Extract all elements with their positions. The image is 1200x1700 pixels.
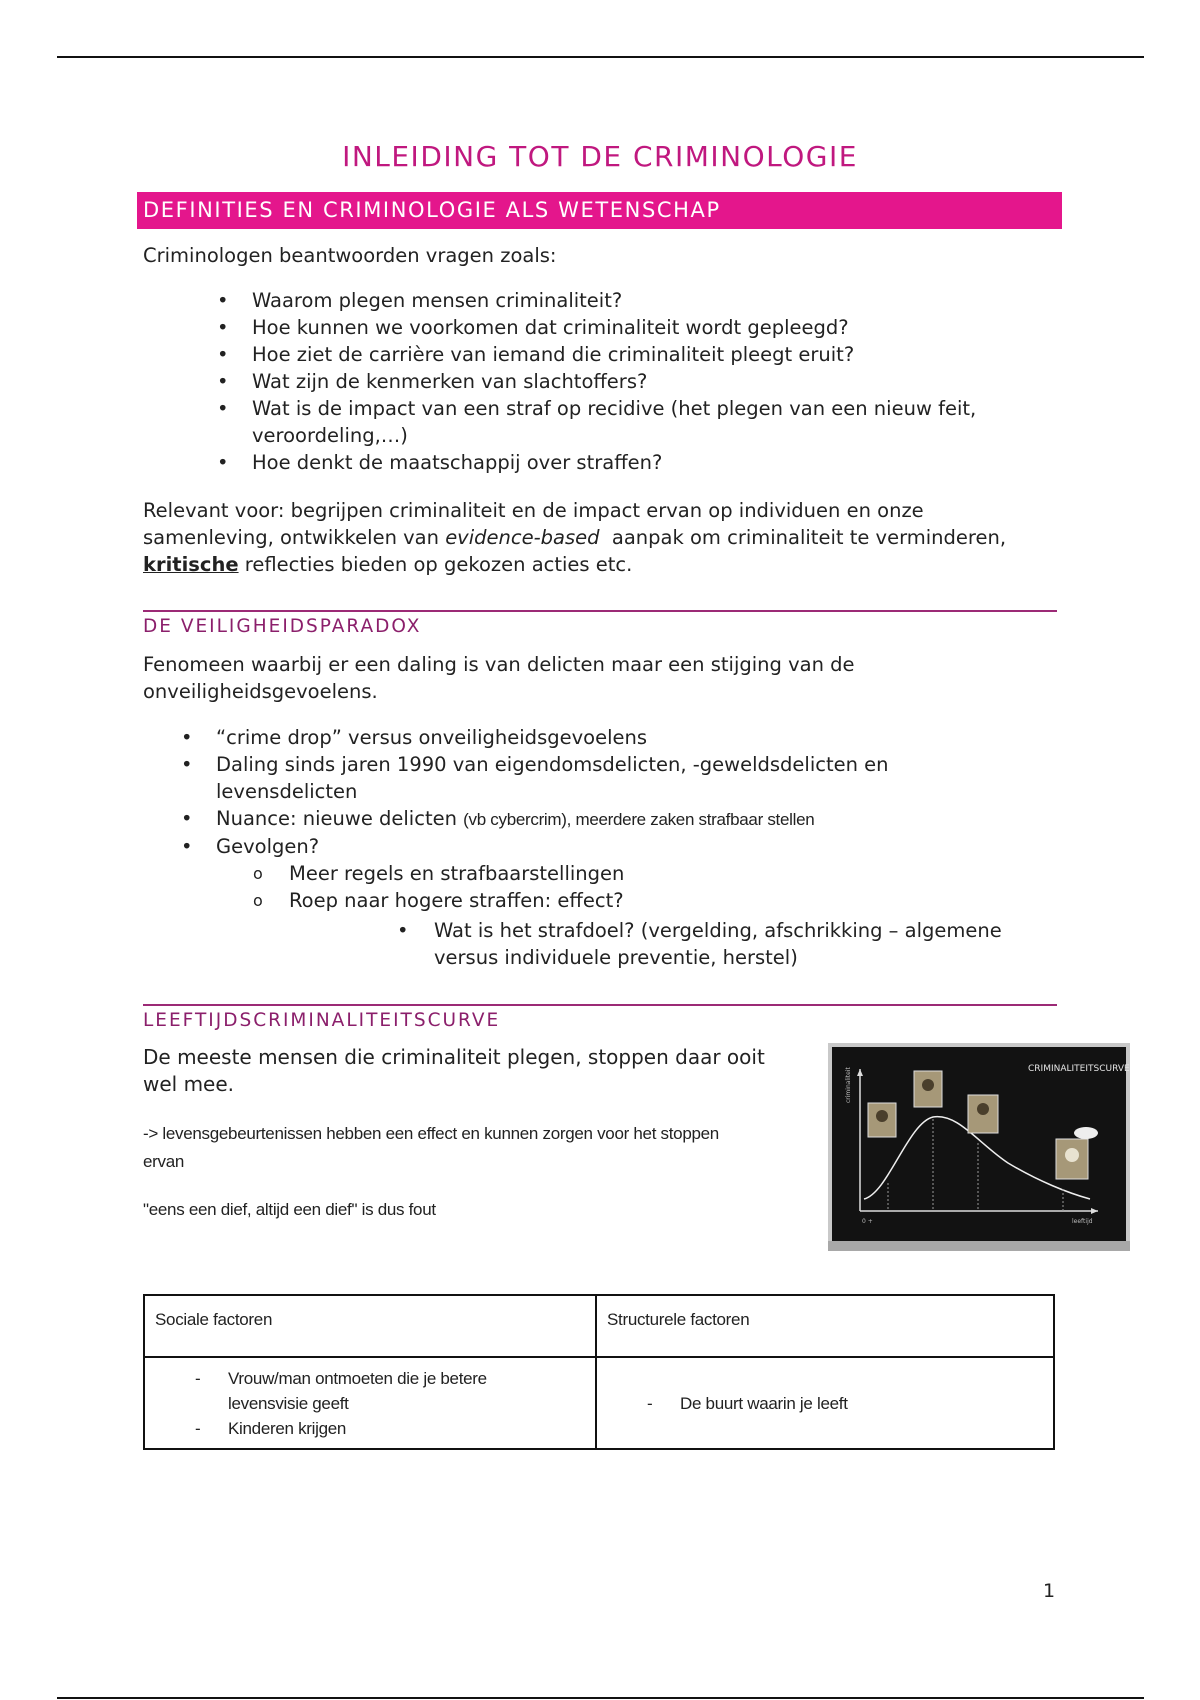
list-item: • Wat zijn de kenmerken van slachtoffers?: [217, 370, 648, 393]
paradox-bullet-list: [181, 724, 889, 860]
table-header-structurele: Structurele factoren: [596, 1295, 1054, 1357]
table-header-row: [144, 1295, 1054, 1357]
bullet-icon: •: [397, 919, 409, 942]
questions-list: [217, 287, 977, 476]
section-divider: [143, 610, 1057, 612]
list-item: • Nuance: nieuwe delicten (vb cybercrim), meerdere zaken strafbaar stellen: [181, 807, 815, 830]
list-item: • Wat is de impact van een straf op recidive (het plegen van een nieuw feit,: [217, 397, 977, 420]
section-heading-bar: [137, 192, 1062, 229]
paradox-sub-sub-list: [397, 917, 1002, 971]
list-item: • Hoe ziet de carrière van iemand die criminaliteit pleegt eruit?: [217, 343, 855, 366]
list-item: • Gevolgen?: [181, 835, 320, 858]
list-item-continuation: levensvisie geeft: [228, 1393, 349, 1413]
list-item-continuation: veroordeling,…): [252, 424, 408, 447]
bullet-icon: •: [181, 726, 193, 749]
list-item: • Hoe kunnen we voorkomen dat criminaliteit wordt gepleegd?: [217, 316, 849, 339]
leeftijdscurve-text: De meeste mensen die criminaliteit plegen, stoppen daar ooit wel mee.: [143, 1045, 765, 1096]
list-item: • Hoe denkt de maatschappij over straffen?: [217, 451, 663, 474]
veiligheidsparadox-intro: Fenomeen waarbij er een daling is van delicten maar een stijging van de onveiligheidsgevoelens.: [143, 653, 855, 703]
relevance-paragraph: Relevant voor: begrijpen criminaliteit en de impact ervan op individuen en onze samenleving, ontwikkelen van evidence-based aanpak om criminaliteit te verminderen, kritische reflecties bieden op gekozen acties etc.: [143, 499, 1007, 576]
paradox-sub-list: [253, 860, 625, 914]
list-item: • Waarom plegen mensen criminaliteit?: [217, 289, 623, 312]
page-bottom-rule: [57, 1697, 1144, 1699]
list-item: - Vrouw/man ontmoeten die je betere: [155, 1366, 585, 1391]
intro-text: Criminologen beantwoorden vragen zoals:: [143, 244, 557, 267]
page-top-rule: [57, 56, 1144, 58]
svg-text:leeftijd: leeftijd: [1072, 1218, 1093, 1225]
list-item: • Wat is het strafdoel? (vergelding, afschrikking – algemene: [397, 919, 1002, 942]
bullet-icon: •: [217, 343, 229, 366]
list-item: o Roep naar hogere straffen: effect?: [253, 889, 624, 912]
table-header-sociale: Sociale factoren: [144, 1295, 596, 1357]
subheading-veiligheidsparadox: DE VEILIGHEIDSPARADOX: [143, 616, 422, 637]
levensgebeurtenissen-note: -> levensgebeurtenissen hebben een effect en kunnen zorgen voor het stoppen ervan: [143, 1124, 719, 1171]
bullet-icon: •: [217, 289, 229, 312]
svg-text:0 +: 0 +: [862, 1218, 873, 1225]
emphasis-kritische: kritische: [143, 553, 239, 576]
table-cell-sociale: [144, 1357, 596, 1449]
chart-image-title: CRIMINALITEITSCURVE: [1028, 1064, 1130, 1074]
list-item: - De buurt waarin je leeft: [607, 1391, 1043, 1416]
bullet-icon: •: [217, 397, 229, 420]
bullet-icon: •: [181, 835, 193, 858]
list-item-continuation: versus individuele preventie, herstel): [434, 946, 798, 969]
circle-bullet-icon: o: [253, 891, 263, 910]
list-item-continuation: levensdelicten: [216, 780, 358, 803]
bullet-icon: •: [217, 370, 229, 393]
factors-table: [143, 1294, 1055, 1450]
section-heading-definities: DEFINITIES EN CRIMINOLOGIE ALS WETENSCHAP: [143, 198, 721, 222]
list-item: o Meer regels en strafbaarstellingen: [253, 862, 625, 885]
table-cell-structurele: [596, 1357, 1054, 1449]
bullet-icon: •: [217, 316, 229, 339]
subheading-leeftijdscurve: LEEFTIJDSCRIMINALITEITSCURVE: [143, 1010, 501, 1031]
dash-bullet-icon: -: [195, 1368, 201, 1388]
section-divider: [143, 1004, 1057, 1006]
list-item: - Kinderen krijgen: [155, 1416, 585, 1441]
quote-text: "eens een dief, altijd een dief" is dus fout: [143, 1200, 436, 1219]
document-title: INLEIDING TOT DE CRIMINOLOGIE: [342, 140, 858, 173]
dash-bullet-icon: -: [195, 1418, 201, 1438]
bullet-icon: •: [181, 807, 193, 830]
age-crime-curve-image: [828, 1043, 1130, 1251]
table-row: [144, 1357, 1054, 1449]
page-number: 1: [1043, 1580, 1056, 1602]
list-item: • “crime drop” versus onveiligheidsgevoelens: [181, 726, 647, 749]
circle-bullet-icon: o: [253, 864, 263, 883]
list-item: • Daling sinds jaren 1990 van eigendomsdelicten, -geweldsdelicten en: [181, 753, 889, 776]
svg-text:criminaliteit: criminaliteit: [845, 1067, 852, 1103]
dash-bullet-icon: -: [647, 1393, 653, 1413]
bullet-icon: •: [181, 753, 193, 776]
bullet-icon: •: [217, 451, 229, 474]
